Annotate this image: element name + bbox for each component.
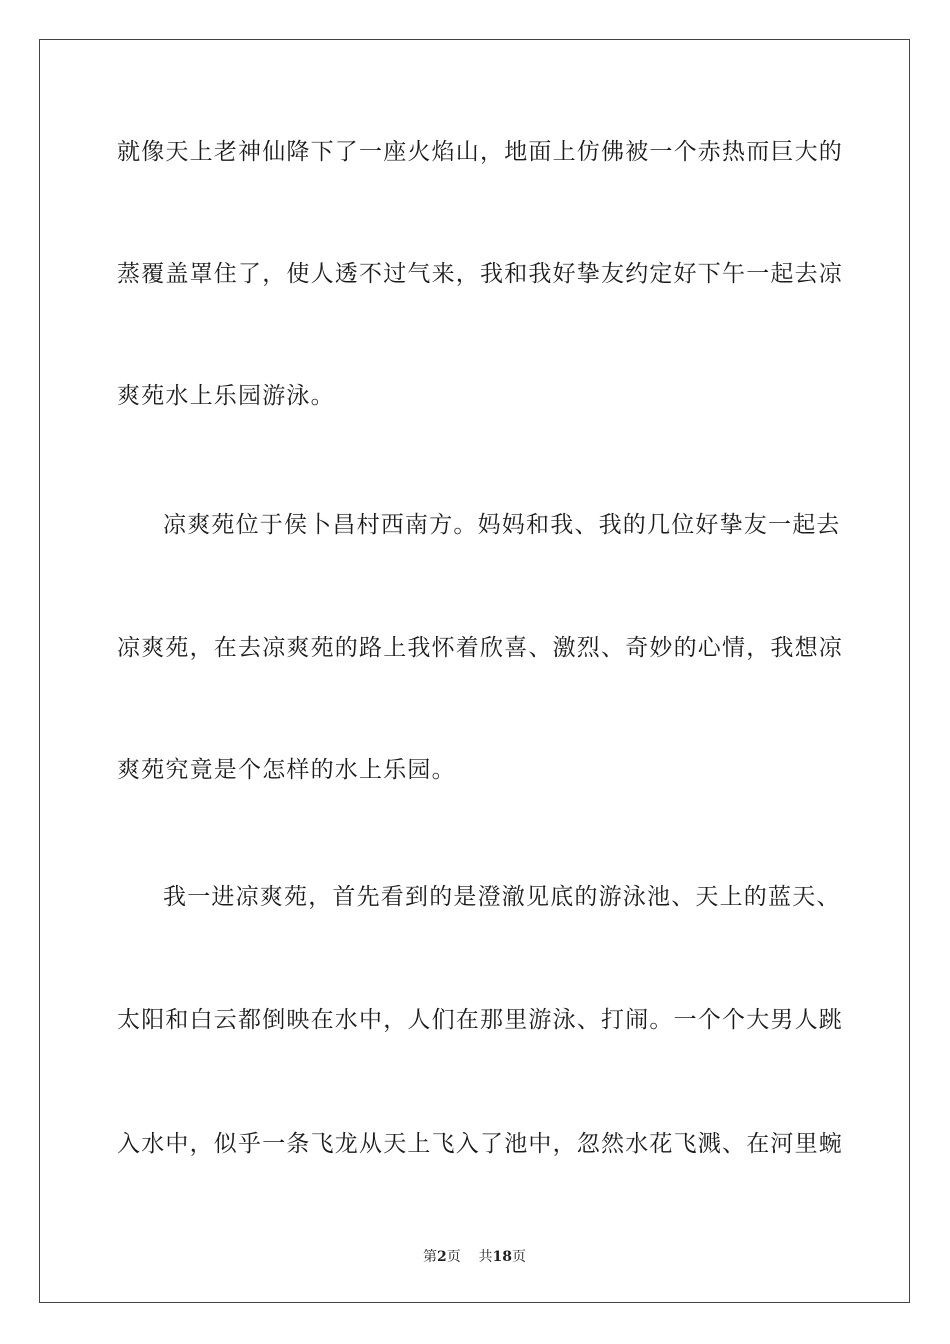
paragraph-line: 爽苑究竟是个怎样的水上乐园。 <box>117 757 456 783</box>
paragraph-line: 爽苑水上乐园游泳。 <box>117 383 335 409</box>
total-suffix: 页 <box>512 1249 527 1265</box>
total-pages: 18 <box>492 1249 513 1265</box>
document-page <box>39 39 910 1303</box>
paragraph-line: 我一进凉爽苑，首先看到的是澄澈见底的游泳池、天上的蓝天、 <box>163 884 841 910</box>
total-prefix: 共 <box>478 1249 493 1265</box>
paragraph-line: 凉爽苑，在去凉爽苑的路上我怀着欣喜、激烈、奇妙的心情，我想凉 <box>117 635 843 661</box>
page-suffix: 页 <box>446 1249 461 1265</box>
paragraph-line: 入水中，似乎一条飞龙从天上飞入了池中，忽然水花飞溅、在河里蜿 <box>117 1131 843 1157</box>
page-prefix: 第 <box>422 1249 437 1265</box>
page-footer <box>40 1246 909 1266</box>
paragraph-line: 凉爽苑位于侯卜昌村西南方。妈妈和我、我的几位好挚友一起去 <box>163 512 841 538</box>
paragraph-line: 就像天上老神仙降下了一座火焰山，地面上仿佛被一个赤热而巨大的 <box>117 139 843 165</box>
paragraph-line: 太阳和白云都倒映在水中，人们在那里游泳、打闹。一个个大男人跳 <box>117 1007 843 1033</box>
paragraph-line: 蒸覆盖罩住了，使人透不过气来，我和我好挚友约定好下午一起去凉 <box>117 261 843 287</box>
page-number: 2 <box>436 1249 447 1265</box>
